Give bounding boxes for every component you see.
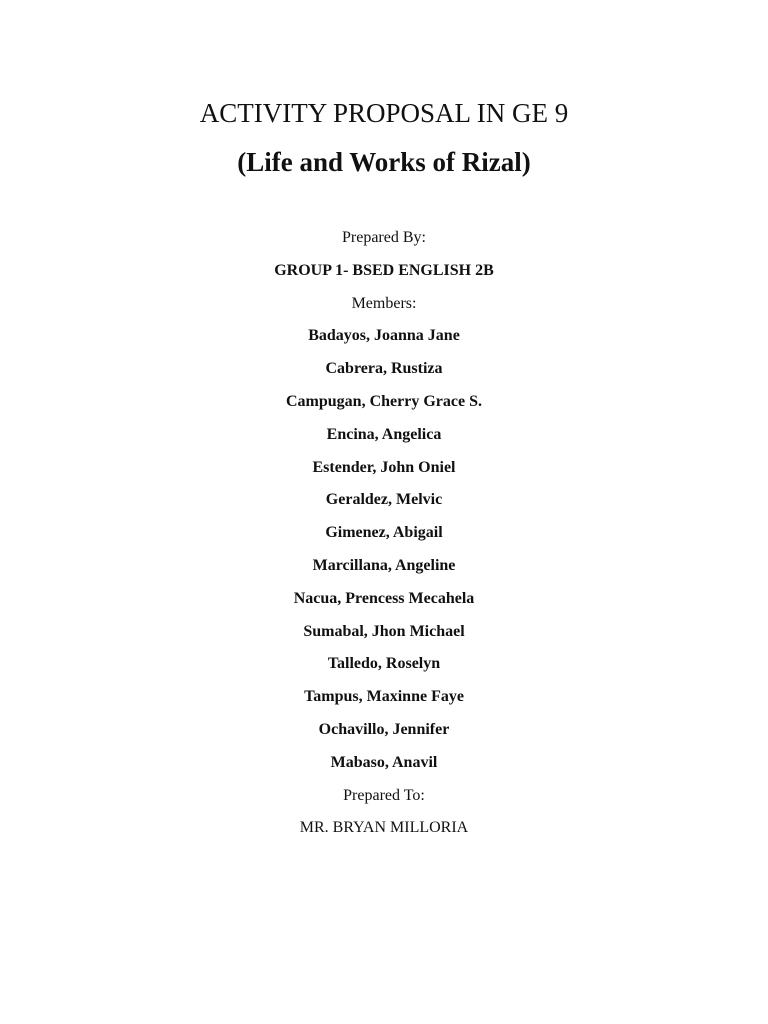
member-name: Cabrera, Rustiza — [325, 360, 443, 378]
prepared-by-label: Prepared By: — [342, 229, 426, 246]
prepared-to-label: Prepared To: — [343, 786, 425, 804]
member-name: Gimenez, Abigail — [325, 524, 443, 542]
document-title: ACTIVITY PROPOSAL IN GE 9 — [199, 98, 569, 128]
member-name: Tampus, Maxinne Faye — [304, 688, 464, 706]
member-name: Talledo, Roselyn — [327, 655, 441, 673]
member-name: Campugan, Cherry Grace S. — [286, 392, 482, 410]
members-list — [0, 320, 768, 779]
member-name: Nacua, Prencess Mecahela — [293, 589, 475, 607]
member-name: Encina, Angelica — [326, 425, 442, 443]
member-name: Mabaso, Anavil — [330, 753, 438, 771]
members-label: Members: — [351, 294, 417, 312]
member-name: Ochavillo, Jennifer — [318, 720, 450, 738]
recipient-name: MR. BRYAN MILLORIA — [299, 819, 469, 837]
member-name: Marcillana, Angeline — [312, 556, 456, 574]
document-subtitle: (Life and Works of Rizal) — [237, 147, 531, 177]
member-name: Geraldez, Melvic — [325, 491, 443, 509]
member-name: Badayos, Joanna Jane — [308, 327, 460, 345]
member-name: Sumabal, Jhon Michael — [303, 622, 465, 640]
credits-block — [0, 222, 768, 845]
group-name: GROUP 1- BSED ENGLISH 2B — [274, 261, 494, 279]
member-name: Estender, John Oniel — [312, 458, 456, 476]
